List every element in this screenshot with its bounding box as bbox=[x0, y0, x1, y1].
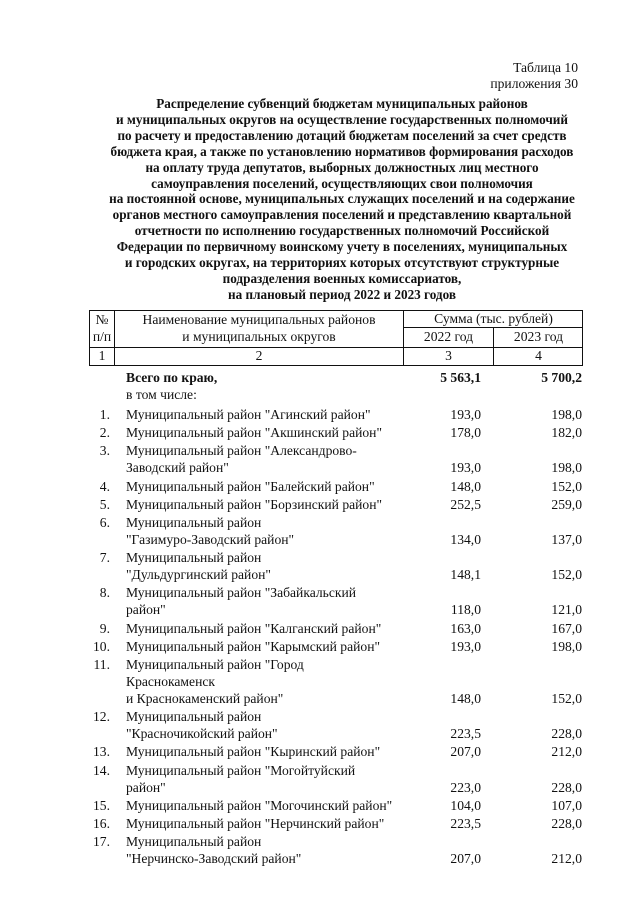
district-name-line: "Газимуро-Заводский район" bbox=[126, 532, 295, 547]
district-name bbox=[126, 549, 416, 583]
row-number: 1. bbox=[99, 407, 110, 422]
value-2022: 148,0 bbox=[450, 691, 481, 706]
value-2023: 152,0 bbox=[551, 691, 582, 706]
title-line: Распределение субвенций бюджетам муниципальных районов bbox=[156, 96, 528, 111]
title-line: и муниципальных округов на осуществление государственных полномочий bbox=[115, 111, 569, 127]
row-number: 8. bbox=[99, 585, 110, 601]
value-2023: 198,0 bbox=[551, 460, 582, 476]
district-name bbox=[126, 620, 416, 637]
header-col-2: 2 bbox=[255, 348, 263, 363]
value-2023: 152,0 bbox=[551, 567, 582, 583]
value-2023: 212,0 bbox=[551, 744, 582, 760]
district-name bbox=[126, 424, 416, 441]
row-number: 6. bbox=[99, 515, 110, 530]
row-number: 5. bbox=[99, 496, 110, 512]
value-2022: 178,0 bbox=[450, 425, 481, 441]
document-title bbox=[82, 96, 602, 303]
district-name-line: Муниципальный район "Кыринский район" bbox=[126, 744, 381, 760]
district-name-line: Муниципальный район bbox=[126, 709, 262, 725]
row-number: 9. bbox=[99, 620, 110, 636]
row-number: 14. bbox=[93, 762, 110, 778]
header-name-1: Наименование муниципальных районов bbox=[142, 312, 376, 327]
district-name-line: Муниципальный район "Борзинский район" bbox=[126, 496, 383, 512]
district-name bbox=[126, 762, 416, 796]
district-name-line: Муниципальный район "Акшинский район" bbox=[126, 425, 383, 441]
value-2023: 167,0 bbox=[551, 620, 582, 636]
value-2022: 148,1 bbox=[450, 567, 481, 583]
value-2023: 152,0 bbox=[551, 478, 582, 494]
value-2022: 148,0 bbox=[450, 478, 481, 494]
header-year-2023: 2023 год bbox=[513, 329, 564, 344]
table-number: Таблица 10 bbox=[513, 60, 578, 75]
title-line: по расчету и предоставлению дотаций бюджетам поселений за счет средств bbox=[117, 127, 567, 143]
appendix-reference: приложения 30 bbox=[490, 76, 578, 91]
row-number: 7. bbox=[99, 550, 110, 566]
header-num-1: № bbox=[95, 312, 109, 327]
value-2022: 252,5 bbox=[450, 496, 481, 512]
district-name bbox=[126, 833, 416, 867]
row-number: 15. bbox=[93, 797, 110, 813]
row-number: 16. bbox=[93, 816, 110, 831]
row-number: 17. bbox=[93, 834, 110, 850]
row-number: 13. bbox=[93, 744, 110, 760]
title-line: подразделения военных комиссариатов, bbox=[222, 270, 462, 286]
total-2022: 5 563,1 bbox=[440, 370, 481, 385]
value-2022: 118,0 bbox=[450, 602, 481, 618]
district-name bbox=[126, 743, 416, 760]
value-2023: 228,0 bbox=[551, 726, 582, 742]
value-2023: 182,0 bbox=[551, 425, 582, 441]
district-name bbox=[126, 638, 416, 655]
district-name bbox=[126, 584, 416, 618]
row-number: 11. bbox=[93, 657, 110, 672]
value-2022: 223,5 bbox=[450, 816, 481, 831]
row-number: 3. bbox=[99, 443, 110, 459]
title-line: на плановый период 2022 и 2023 годов bbox=[228, 286, 456, 302]
header-year-2022: 2022 год bbox=[423, 329, 474, 344]
row-number: 12. bbox=[93, 709, 110, 725]
district-name-line: Муниципальный район "Агинский район" bbox=[126, 407, 371, 422]
title-line: на постоянной основе, муниципальных служащих поселений и на содержание bbox=[109, 191, 575, 207]
header-num-2: п/п bbox=[92, 329, 112, 344]
value-2023: 121,0 bbox=[551, 602, 582, 618]
total-label: Всего по краю, bbox=[126, 370, 218, 385]
district-name-line: Муниципальный район bbox=[126, 515, 262, 530]
district-name bbox=[126, 496, 416, 513]
including-label: в том числе: bbox=[126, 387, 197, 402]
district-name-line: Муниципальный район bbox=[126, 550, 262, 566]
district-name bbox=[126, 708, 416, 742]
district-name bbox=[126, 514, 416, 548]
district-name bbox=[126, 442, 416, 476]
district-name-line: "Нерчинско-Заводский район" bbox=[126, 851, 302, 867]
total-2023: 5 700,2 bbox=[541, 370, 582, 385]
header-sum: Сумма (тыс. рублей) bbox=[434, 311, 553, 326]
value-2023: 212,0 bbox=[551, 851, 582, 867]
value-2022: 223,5 bbox=[450, 726, 481, 742]
district-name bbox=[126, 815, 416, 832]
district-name bbox=[126, 797, 416, 814]
row-number: 2. bbox=[99, 425, 110, 441]
district-name bbox=[126, 478, 416, 495]
title-line: и городских округах, на территориях которых отсутствуют структурные bbox=[124, 255, 560, 271]
title-line: на оплату труда депутатов, выборных должностных лиц местного bbox=[145, 159, 539, 175]
district-name-line: Муниципальный район "Могойтуйский bbox=[126, 762, 356, 778]
value-2023: 198,0 bbox=[551, 407, 582, 422]
value-2022: 193,0 bbox=[450, 460, 481, 476]
value-2023: 198,0 bbox=[551, 638, 582, 654]
value-2023: 228,0 bbox=[551, 816, 582, 831]
district-name-line: Муниципальный район "Александрово- bbox=[126, 443, 357, 459]
district-name-line: Муниципальный район "Нерчинский район" bbox=[126, 816, 385, 831]
value-2023: 137,0 bbox=[551, 532, 582, 547]
title-line: отчетности по исполнению государственных полномочий Российской bbox=[134, 223, 550, 239]
title-line: бюджета края, а также по установлению нормативов формирования расходов bbox=[110, 143, 574, 159]
header-name-2: и муниципальных округов bbox=[182, 329, 336, 344]
district-name-line: Муниципальный район "Карымский район" bbox=[126, 638, 381, 654]
district-name-line: "Красночикойский район" bbox=[126, 726, 278, 742]
district-name-line: район" bbox=[126, 602, 166, 618]
value-2023: 107,0 bbox=[551, 797, 582, 813]
district-name bbox=[126, 656, 416, 707]
row-number: 4. bbox=[99, 478, 110, 494]
value-2022: 207,0 bbox=[450, 744, 481, 760]
value-2022: 193,0 bbox=[450, 407, 481, 422]
value-2023: 259,0 bbox=[551, 496, 582, 512]
value-2022: 104,0 bbox=[450, 797, 481, 813]
value-2022: 193,0 bbox=[450, 638, 481, 654]
district-name-line: "Дульдургинский район" bbox=[126, 567, 271, 583]
district-name bbox=[126, 406, 416, 423]
district-name-line: Муниципальный район "Город bbox=[126, 657, 304, 672]
header-col-3: 3 bbox=[445, 348, 452, 363]
value-2022: 163,0 bbox=[450, 620, 481, 636]
value-2022: 207,0 bbox=[450, 851, 481, 867]
district-name-line: Заводский район" bbox=[126, 460, 229, 476]
table-header bbox=[89, 310, 583, 366]
district-name-line: Муниципальный район "Могочинский район" bbox=[126, 797, 393, 813]
title-line: Федерации по первичному воинскому учету в поселениях, муниципальных bbox=[116, 239, 568, 255]
district-name-line: Муниципальный район bbox=[126, 834, 262, 850]
value-2023: 228,0 bbox=[551, 779, 582, 795]
title-line: органов местного самоуправления поселений и представлению квартальной bbox=[112, 207, 572, 223]
district-name-line: район" bbox=[126, 779, 166, 795]
table-reference bbox=[490, 60, 578, 92]
value-2022: 134,0 bbox=[450, 532, 481, 547]
header-col-1: 1 bbox=[98, 348, 106, 363]
row-number: 10. bbox=[93, 638, 110, 654]
value-2022: 223,0 bbox=[450, 779, 481, 795]
district-name-line: Муниципальный район "Калганский район" bbox=[126, 620, 382, 636]
district-name-line: Краснокаменск bbox=[126, 674, 215, 689]
title-line: самоуправления поселений, осуществляющих свои полномочия bbox=[151, 175, 533, 191]
header-col-4: 4 bbox=[535, 348, 542, 363]
district-name-line: Муниципальный район "Забайкальский bbox=[126, 585, 357, 601]
district-name-line: и Краснокаменский район" bbox=[126, 691, 284, 706]
district-name-line: Муниципальный район "Балейский район" bbox=[126, 478, 375, 494]
